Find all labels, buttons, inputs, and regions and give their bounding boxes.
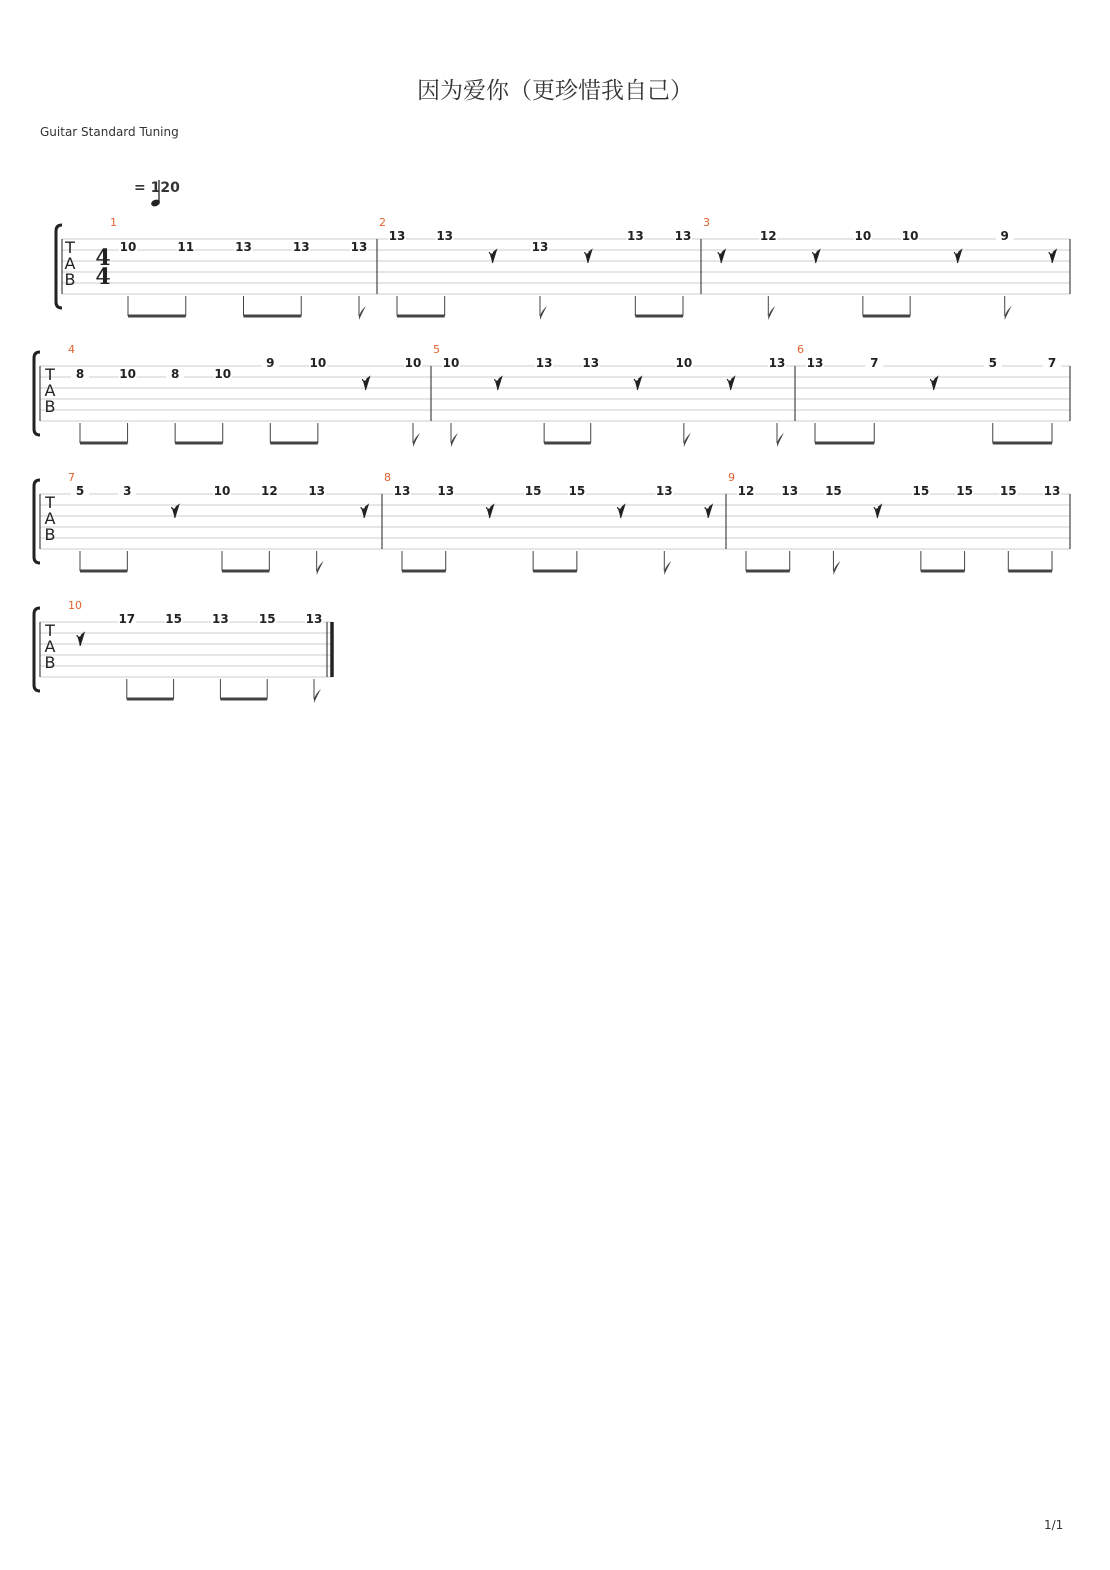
fret-number: 10 bbox=[309, 356, 327, 370]
fret-number: 10 bbox=[119, 240, 137, 254]
tab-clef-letter: A bbox=[44, 509, 56, 528]
eighth-flag-icon bbox=[664, 561, 671, 575]
fret-number: 15 bbox=[999, 484, 1017, 498]
fret-number: 13 bbox=[582, 356, 600, 370]
measure-number: 3 bbox=[703, 216, 710, 229]
fret-number: 13 bbox=[235, 240, 252, 254]
fret-number: 13 bbox=[674, 229, 692, 243]
system-bracket bbox=[56, 225, 62, 308]
tab-clef-letter: A bbox=[44, 381, 56, 400]
fret-number: 13 bbox=[535, 356, 553, 370]
tab-clef-letter: A bbox=[64, 254, 76, 273]
fret-number: 13 bbox=[768, 356, 786, 370]
measure-number: 4 bbox=[68, 343, 75, 356]
fret-number: 13 bbox=[393, 484, 411, 498]
tempo-text: = 120 bbox=[134, 180, 180, 196]
tab-clef-letter: B bbox=[64, 270, 76, 289]
fret-number: 12 bbox=[737, 484, 755, 498]
fret-number: 5 bbox=[75, 484, 85, 498]
eighth-flag-icon bbox=[540, 306, 547, 320]
tab-system bbox=[56, 216, 1070, 320]
eighth-flag-icon bbox=[451, 433, 458, 447]
fret-number: 7 bbox=[1047, 356, 1057, 370]
system-bracket bbox=[34, 480, 40, 563]
fret-number: 15 bbox=[956, 484, 973, 498]
eighth-flag-icon bbox=[359, 306, 366, 320]
tab-clef-letter: B bbox=[44, 653, 56, 672]
fret-number: 13 bbox=[781, 484, 799, 498]
fret-number: 10 bbox=[675, 356, 693, 370]
tab-clef-letter: T bbox=[45, 365, 55, 384]
fret-number: 13 bbox=[350, 240, 368, 254]
eighth-flag-icon bbox=[413, 433, 420, 447]
fret-number: 9 bbox=[1000, 229, 1009, 243]
fret-number: 8 bbox=[170, 367, 180, 381]
tab-system bbox=[34, 343, 1070, 447]
time-signature-numerator: 4 bbox=[95, 245, 111, 271]
eighth-flag-icon bbox=[684, 433, 691, 447]
fret-number: 10 bbox=[854, 229, 872, 243]
fret-number: 8 bbox=[75, 367, 85, 381]
eighth-flag-icon bbox=[317, 561, 324, 575]
fret-number: 10 bbox=[404, 356, 422, 370]
measure-number: 2 bbox=[379, 216, 386, 229]
eighth-flag-icon bbox=[833, 561, 840, 575]
fret-number: 3 bbox=[123, 484, 132, 498]
fret-number: 17 bbox=[118, 612, 136, 626]
fret-number: 13 bbox=[437, 484, 455, 498]
tab-clef-letter: T bbox=[45, 493, 55, 512]
system-bracket bbox=[34, 608, 40, 691]
fret-number: 15 bbox=[568, 484, 586, 498]
fret-number: 12 bbox=[260, 484, 278, 498]
time-signature-denominator: 4 bbox=[95, 264, 111, 290]
measure-number: 10 bbox=[68, 599, 82, 612]
fret-number: 11 bbox=[177, 240, 195, 254]
fret-number: 13 bbox=[626, 229, 644, 243]
fret-number: 12 bbox=[759, 229, 777, 243]
fret-number: 10 bbox=[213, 484, 231, 498]
page-number: 1/1 bbox=[1044, 1518, 1064, 1532]
fret-number: 7 bbox=[870, 356, 879, 370]
eighth-flag-icon bbox=[314, 689, 321, 703]
fret-number: 13 bbox=[531, 240, 549, 254]
fret-number: 15 bbox=[825, 484, 842, 498]
fret-number: 13 bbox=[308, 484, 326, 498]
fret-number: 13 bbox=[292, 240, 310, 254]
fret-number: 10 bbox=[901, 229, 919, 243]
fret-number: 15 bbox=[524, 484, 542, 498]
fret-number: 15 bbox=[912, 484, 930, 498]
tab-clef-letter: B bbox=[44, 525, 56, 544]
fret-number: 10 bbox=[214, 367, 232, 381]
tab-system bbox=[34, 471, 1070, 575]
fret-number: 15 bbox=[165, 612, 182, 626]
tab-system bbox=[34, 599, 332, 703]
measure-number: 8 bbox=[384, 471, 391, 484]
tab-clef-letter: B bbox=[44, 397, 56, 416]
fret-number: 5 bbox=[988, 356, 997, 370]
tab-clef-letter: T bbox=[45, 621, 55, 640]
fret-number: 13 bbox=[212, 612, 229, 626]
fret-number: 13 bbox=[1043, 484, 1061, 498]
measure-number: 1 bbox=[110, 216, 117, 229]
fret-number: 13 bbox=[436, 229, 454, 243]
tuning-label: Guitar Standard Tuning bbox=[40, 125, 179, 139]
fret-number: 13 bbox=[305, 612, 323, 626]
eighth-flag-icon bbox=[1005, 306, 1012, 320]
tab-clef-letter: A bbox=[44, 637, 56, 656]
fret-number: 10 bbox=[442, 356, 460, 370]
fret-number: 9 bbox=[266, 356, 275, 370]
fret-number: 10 bbox=[119, 367, 136, 381]
eighth-flag-icon bbox=[777, 433, 784, 447]
system-bracket bbox=[34, 352, 40, 435]
fret-number: 13 bbox=[388, 229, 406, 243]
tab-clef-letter: T bbox=[65, 238, 75, 257]
fret-number: 13 bbox=[806, 356, 824, 370]
fret-number: 15 bbox=[258, 612, 276, 626]
fret-number: 13 bbox=[655, 484, 673, 498]
measure-number: 7 bbox=[68, 471, 75, 484]
measure-number: 6 bbox=[797, 343, 804, 356]
measure-number: 5 bbox=[433, 343, 440, 356]
measure-number: 9 bbox=[728, 471, 735, 484]
score-title: 因为爱你（更珍惜我自己） bbox=[417, 78, 693, 104]
eighth-flag-icon bbox=[768, 306, 775, 320]
